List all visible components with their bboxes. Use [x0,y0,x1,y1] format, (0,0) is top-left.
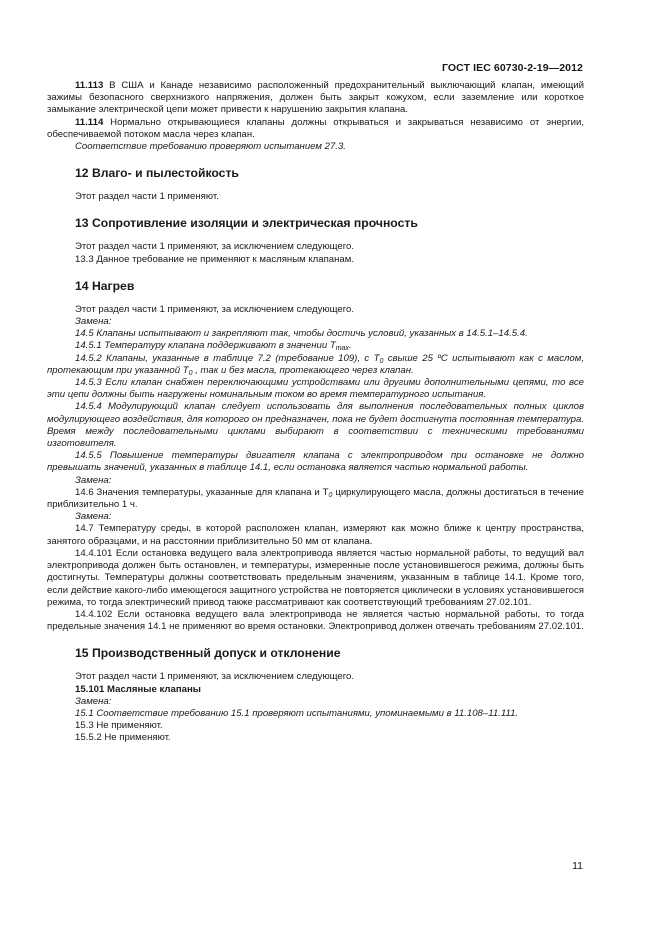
clause-14-5: 14.5 Клапаны испытывают и закрепляют так, чтобы достичь условий, указанных в 14.5.1–14.5.4. [75,328,528,340]
clause-14-5-5: 14.5.5 Повышение температуры двигателя клапана с электроприводом при остановке не должно превышать значений, указанных в таблице 14.1, если остановка является частью нормальной работы. [47,450,584,474]
replacement-label: Замена: [75,695,112,707]
clause-14-5-1: 14.5.1 Температуру клапана поддерживают в значении $T_{max}$. [75,340,352,353]
clause-13-3: 13.3 Данное требование не применяют к масляным клапанам. [75,253,355,265]
clause-14-4-102: 14.4.102 Если остановка ведущего вала электропривода не является частью нормальной работы, то тогда предельные значения 14.1 не применяют во время остановки. Электропривод должен отвечать требованиям 27.02.101. [47,608,584,633]
replacement-label: Замена: [75,511,112,523]
clause-15-101: 15.101 Масляные клапаны [75,683,201,695]
clause-text: Нормально открывающиеся клапаны должны открываться и закрываться независимо от энергии, обеспечиваемой потоком масла через клапан. [47,116,584,140]
clause-14-5-4: 14.5.4 Модулирующий клапан следует использовать для выполнения последовательных полных циклов модулирующего воздействия, для которого он предназначен, пока не будет достигнута постоянная температура. Время между последовательными циклами выбирают в соответствии с техническими требованиями изготовителя. [47,401,584,450]
clause-number: 11.113 [75,80,104,91]
compliance-note: Соответствие требованию проверяют испытанием 27.3. [75,141,346,153]
clause-15-3: 15.3 Не применяют. [75,720,163,732]
clause-11-114 [47,117,584,141]
section-15-intro: Этот раздел части 1 применяют, за исключением следующего. [75,671,355,683]
clause-14-5-2: 14.5.2 Клапаны, указанные в таблице 7.2 (требование 109), с $T_0$ свыше 25 ºС испытывают как с маслом, протекающим при указанной $T_0$ , так и без масла, протекающего через клапан. [47,352,584,377]
replacement-label: Замена: [75,474,112,486]
replacement-label: Замена: [75,316,112,328]
page-content [47,80,584,745]
clause-14-7: 14.7 Температуру среды, в которой расположен клапан, измеряют как можно ближе к центру пространства, занятого образцами, и на расстоянии приблизительно 50 мм от клапана. [47,523,584,547]
clause-14-4-101: 14.4.101 Если остановка ведущего вала электропривода является частью нормальной работы, то ведущий вал электропривода должен быть остановлен, и температуры, измеренные после установившегося режима, должны быть достигнуты. Температуры должны соответствовать предельным значениям, указанным в таблице 14.1. Кроме того, если действие какого-либо имеющегося защитного устройства не повторяется циклически в условиях установившегося режима, то тогда электрический привод также рассматривают как соответствующий требованиям 27.02.101. [47,547,584,608]
clause-15-1: 15.1 Соответствие требованию 15.1 проверяют испытаниями, упоминаемыми в 11.108–11.111. [75,707,519,719]
section-12-title: 12 Влаго- и пылестойкость [75,166,239,181]
section-15-title: 15 Производственный допуск и отклонение [75,646,341,661]
section-13-intro: Этот раздел части 1 применяют, за исключением следующего. [75,241,355,253]
section-12-text: Этот раздел части 1 применяют. [75,191,219,203]
clause-11-113 [47,80,584,117]
section-14-title: 14 Нагрев [75,278,135,293]
clause-text: В США и Канаде независимо расположенный предохранительный выключающий клапан, имеющий зажимы безопасного сверхнизкого напряжения, должен быть закрыт кожухом, если заземление или короткое замыкание электрической цепи может привести к нарушению закрытия клапана. [47,80,584,116]
section-14-intro: Этот раздел части 1 применяют, за исключением следующего. [75,303,355,315]
clause-14-6: 14.6 Значения температуры, указанные для клапана и $T_0$ циркулирующего масла, должны достигаться в течение приблизительно 1 ч. [47,486,584,511]
page-number: 11 [572,860,583,872]
standard-header: ГОСТ IEC 60730-2-19—2012 [441,62,583,74]
section-13-title: 13 Сопротивление изоляции и электрическая прочность [75,216,418,231]
clause-15-5-2: 15.5.2 Не применяют. [75,732,171,744]
clause-number: 11.114 [75,116,104,128]
clause-14-5-3: 14.5.3 Если клапан снабжен переключающими устройствами или другими дополнительными цепями, то все эти цепи должны быть нагружены номинальным током во время температурного испытания. [47,377,584,401]
